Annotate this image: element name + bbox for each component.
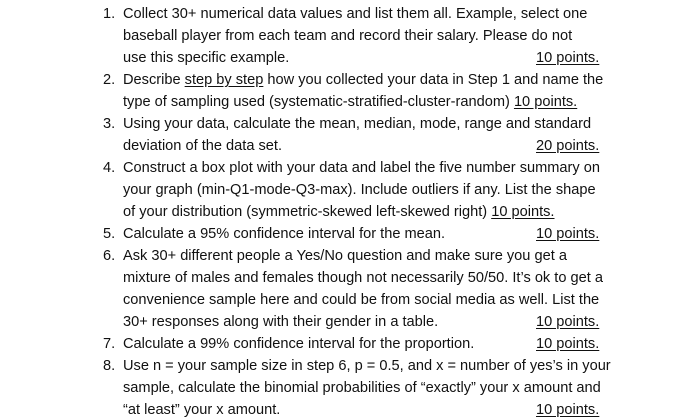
item-2-line-2 — [123, 93, 577, 111]
item-2-line-1 — [123, 71, 603, 89]
item-3-line-1: Using your data, calculate the mean, median, mode, range and standard — [123, 116, 592, 132]
item-1-line-2: baseball player from each team and record their salary. Please do not — [123, 28, 573, 44]
item-8-line-2: sample, calculate the binomial probabilities of “exactly” your x amount and — [123, 380, 601, 396]
item-number: 7. — [103, 336, 116, 352]
item-number: 4. — [103, 160, 116, 176]
item-8-points: 10 points. — [536, 402, 600, 418]
item-6-points: 10 points. — [536, 314, 600, 330]
item-8-line-1: Use n = your sample size in step 6, p = 0.5, and x = number of yes’s in your — [123, 358, 611, 374]
item-1-line-3: use this specific example. — [123, 50, 290, 66]
item-1-points: 10 points. — [536, 50, 600, 66]
item-number: 5. — [103, 226, 116, 242]
item-3-points: 20 points. — [536, 138, 600, 154]
item-4-points: 10 points. — [491, 204, 555, 220]
item-6-line-2: mixture of males and females though not necessarily 50/50. It’s ok to get a — [123, 270, 603, 286]
item-6-line-4: 30+ responses along with their gender in a table. — [123, 314, 439, 330]
item-2-text-pre: Describe — [123, 72, 185, 88]
item-1-line-1: Collect 30+ numerical data values and list them all. Example, select one — [123, 6, 588, 22]
item-2-emphasis: step by step — [184, 72, 264, 88]
item-4-line-3 — [123, 203, 555, 221]
item-7-line-1: Calculate a 99% confidence interval for the proportion. — [123, 336, 475, 352]
item-number: 3. — [103, 116, 116, 132]
item-number: 8. — [103, 358, 116, 374]
item-number: 2. — [103, 72, 116, 88]
item-4-text: of your distribution (symmetric-skewed left-skewed right) — [123, 204, 492, 220]
item-4-line-1: Construct a box plot with your data and label the five number summary on — [123, 160, 600, 176]
item-6-line-1: Ask 30+ different people a Yes/No question and make sure you get a — [123, 248, 567, 264]
item-4-line-2: your graph (min-Q1-mode-Q3-max). Include outliers if any. List the shape — [123, 182, 596, 198]
item-number: 6. — [103, 248, 116, 264]
item-5-points: 10 points. — [536, 226, 600, 242]
item-7-points: 10 points. — [536, 336, 600, 352]
item-2-text-post: how you collected your data in Step 1 and name the — [263, 72, 604, 88]
item-2-text: type of sampling used (systematic-stratified-cluster-random) — [123, 94, 514, 110]
item-5-line-1: Calculate a 95% confidence interval for the mean. — [123, 226, 446, 242]
item-3-line-2: deviation of the data set. — [123, 138, 283, 154]
item-number: 1. — [103, 6, 116, 22]
item-6-line-3: convenience sample here and could be from social media as well. List the — [123, 292, 600, 308]
item-8-line-3: “at least” your x amount. — [123, 402, 281, 418]
item-2-points: 10 points. — [513, 94, 578, 110]
